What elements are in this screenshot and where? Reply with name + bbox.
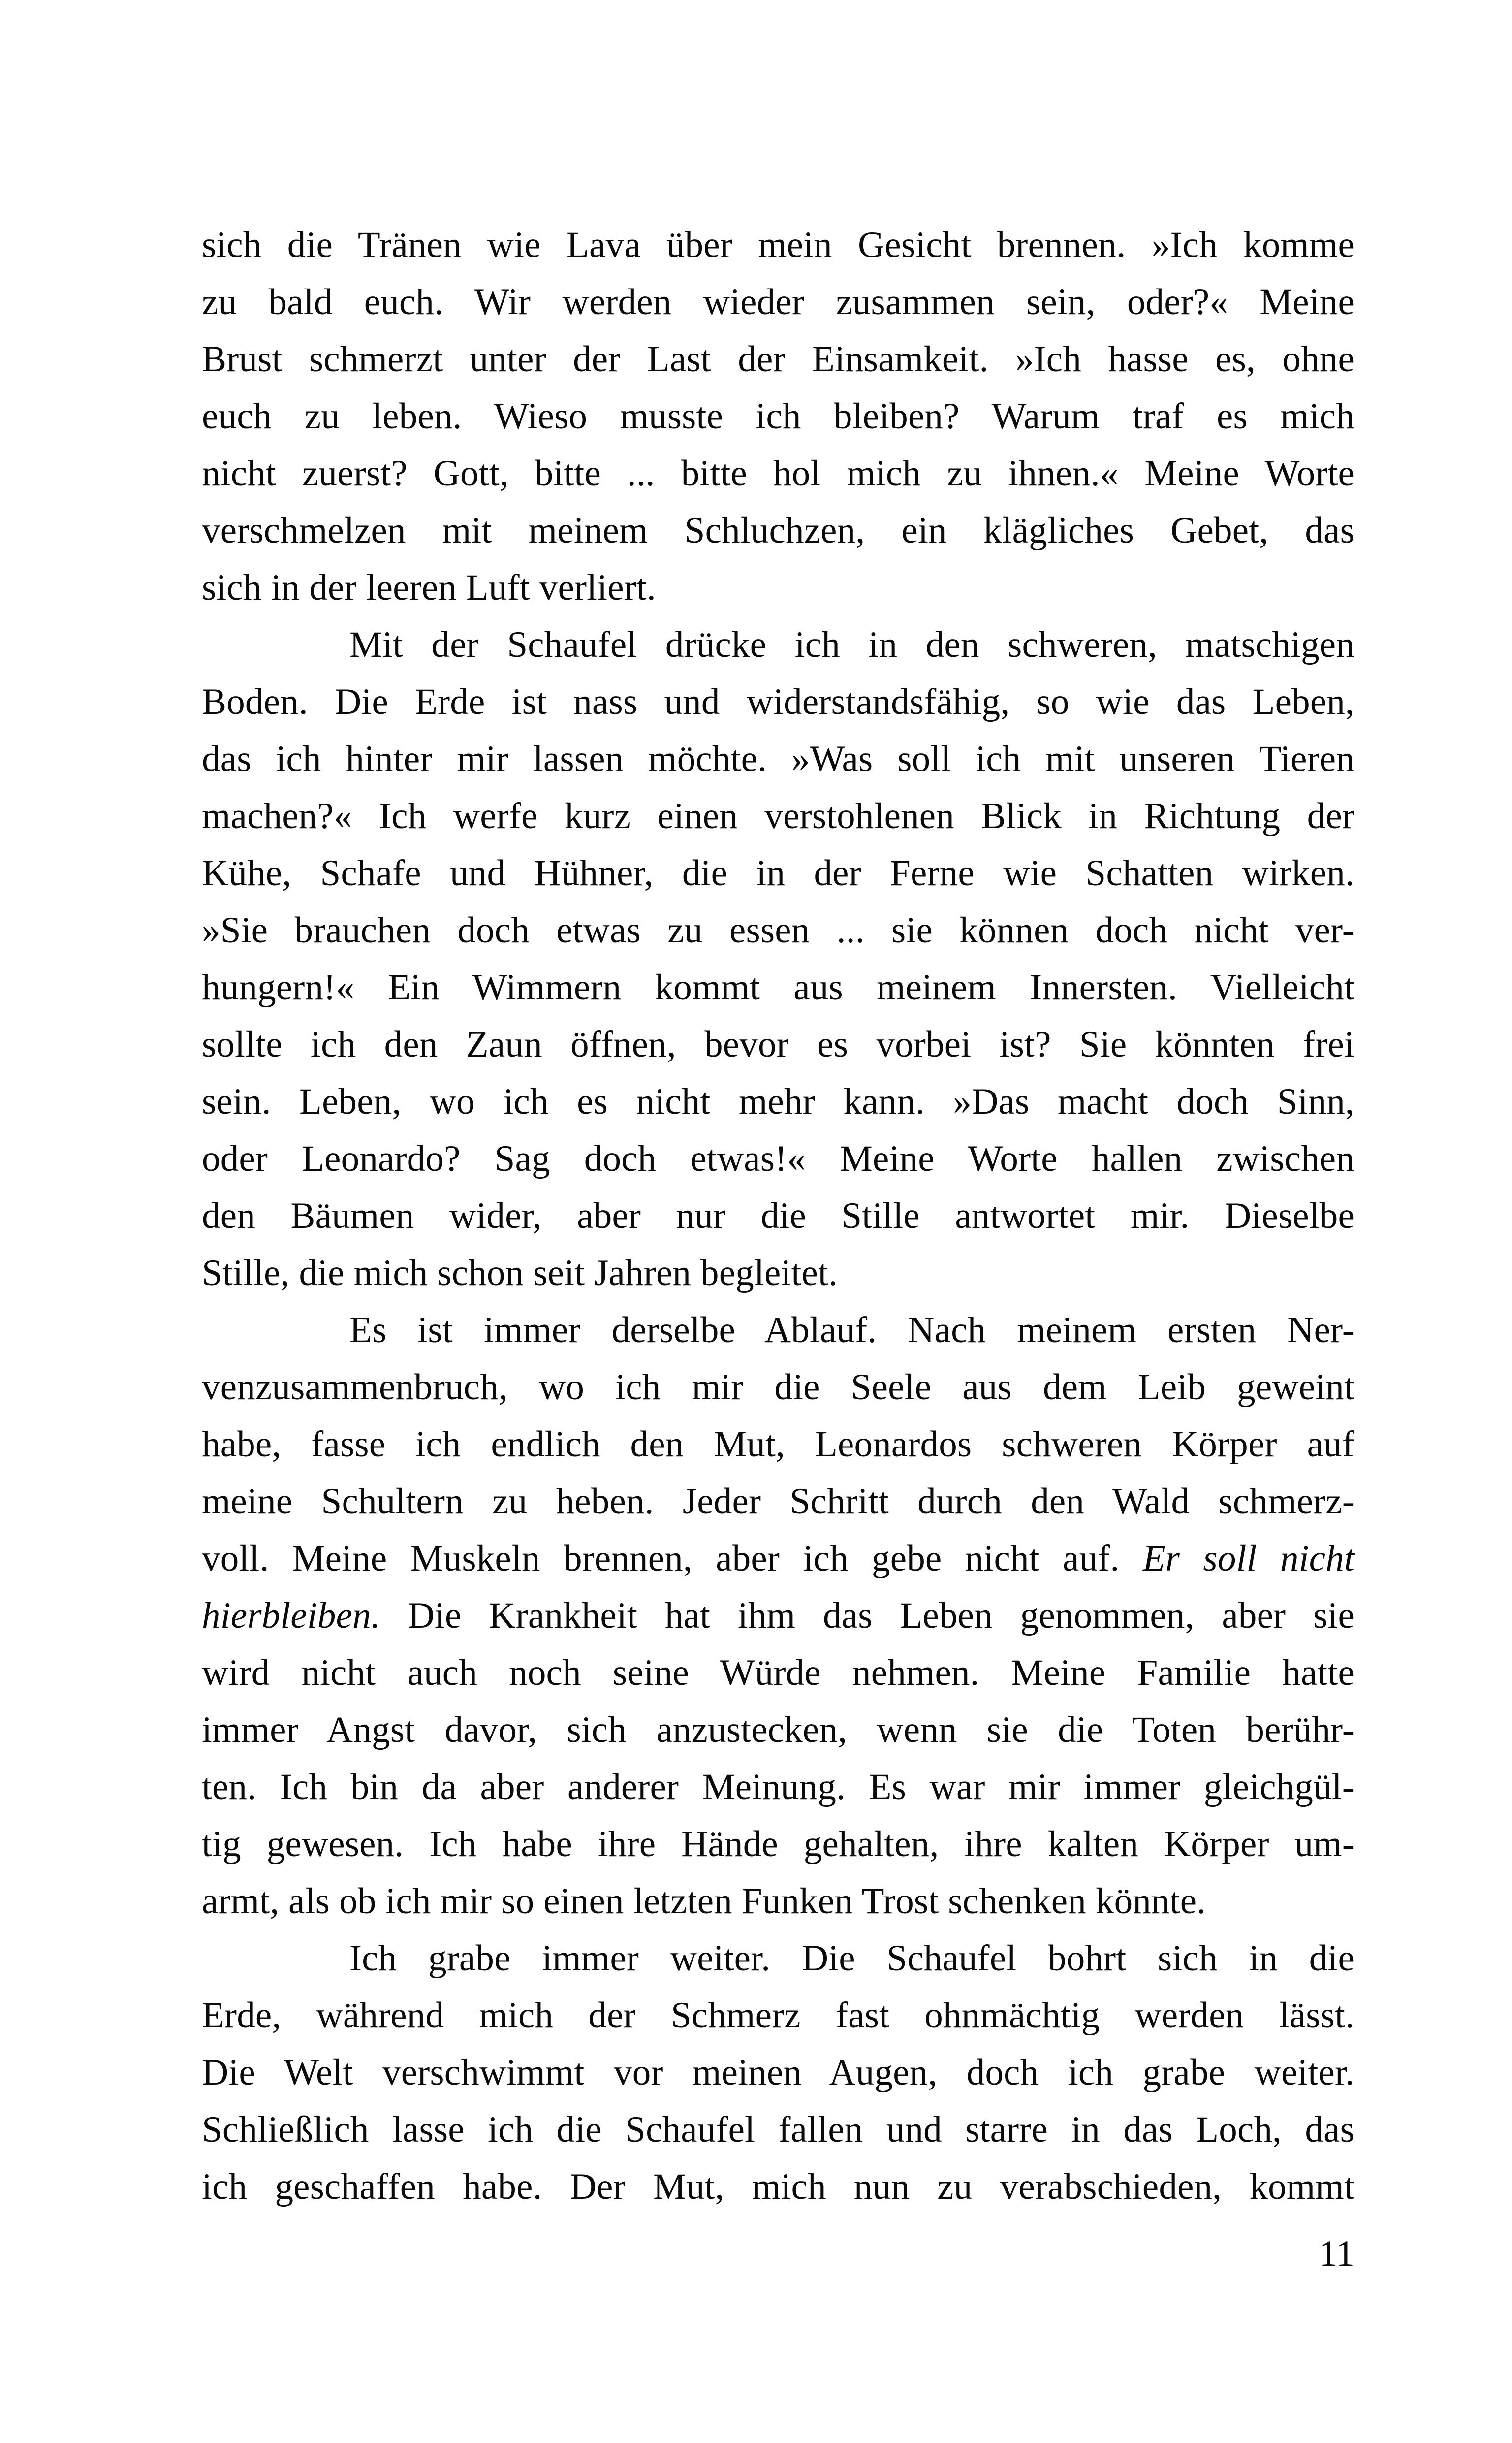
text-line	[202, 1302, 1354, 1359]
text-run-italic: hierbleiben.	[202, 1595, 380, 1636]
text-run: sollte ich den Zaun öffnen, bevor es vorbei ist? Sie könnten frei	[202, 1024, 1354, 1065]
text-run: sich in der leeren Luft verliert.	[202, 567, 656, 608]
text-line	[202, 217, 1354, 274]
text-run: den Bäumen wider, aber nur die Stille antwortet mir. Dieselbe	[202, 1195, 1354, 1236]
text-run: venzusammenbruch, wo ich mir die Seele aus dem Leib geweint	[202, 1367, 1354, 1408]
text-line	[202, 1816, 1354, 1873]
text-line	[202, 1473, 1354, 1530]
text-run: hungern!« Ein Wimmern kommt aus meinem Innersten. Vielleicht	[202, 967, 1354, 1008]
text-run: sich die Tränen wie Lava über mein Gesicht brennen. »Ich komme	[202, 225, 1354, 265]
text-line	[202, 1759, 1354, 1816]
text-line	[202, 1245, 1354, 1302]
text-run: armt, als ob ich mir so einen letzten Funken Trost schenken könnte.	[202, 1881, 1206, 1922]
text-run: sein. Leben, wo ich es nicht mehr kann. »Das macht doch Sinn,	[202, 1081, 1354, 1122]
text-run: habe, fasse ich endlich den Mut, Leonardos schweren Körper auf	[202, 1424, 1354, 1465]
text-run: immer Angst davor, sich anzustecken, wenn sie die Toten berühr-	[202, 1709, 1354, 1750]
text-line	[202, 1416, 1354, 1473]
text-run: Brust schmerzt unter der Last der Einsamkeit. »Ich hasse es, ohne	[202, 339, 1354, 380]
text-run-italic: Er soll nicht	[1142, 1538, 1354, 1579]
text-line	[202, 388, 1354, 445]
text-run: ich geschaffen habe. Der Mut, mich nun zu verabschieden, kommt	[202, 2166, 1354, 2207]
text-line	[202, 274, 1354, 331]
text-run: Stille, die mich schon seit Jahren begleitet.	[202, 1253, 838, 1293]
text-run: euch zu leben. Wieso musste ich bleiben? Warum traf es mich	[202, 396, 1354, 437]
text-run: tig gewesen. Ich habe ihre Hände gehalten, ihre kalten Körper um-	[202, 1824, 1354, 1864]
text-line	[202, 331, 1354, 388]
text-run: Kühe, Schafe und Hühner, die in der Ferne wie Schatten wirken.	[202, 853, 1354, 894]
text-run: Boden. Die Erde ist nass und widerstandsfähig, so wie das Leben,	[202, 681, 1354, 722]
text-run: machen?« Ich werfe kurz einen verstohlenen Blick in Richtung der	[202, 796, 1354, 836]
text-run: Die Krankheit hat ihm das Leben genommen, aber sie	[380, 1595, 1354, 1636]
text-run: voll. Meine Muskeln brennen, aber ich gebe nicht auf.	[202, 1538, 1143, 1579]
text-run: oder Leonardo? Sag doch etwas!« Meine Worte hallen zwischen	[202, 1138, 1354, 1179]
text-block	[202, 217, 1354, 2216]
text-run: meine Schultern zu heben. Jeder Schritt durch den Wald schmerz-	[202, 1481, 1354, 1522]
text-line	[202, 2044, 1354, 2101]
text-line	[202, 559, 1354, 616]
text-run: wird nicht auch noch seine Würde nehmen. Meine Familie hatte	[202, 1652, 1354, 1693]
text-line	[202, 1644, 1354, 1702]
text-line	[202, 1016, 1354, 1073]
text-line	[202, 959, 1354, 1016]
text-run: Schließlich lasse ich die Schaufel fallen und starre in das Loch, das	[202, 2109, 1354, 2150]
text-run: Es ist immer derselbe Ablauf. Nach meinem ersten Ner-	[349, 1310, 1354, 1350]
text-run: »Sie brauchen doch etwas zu essen ... sie können doch nicht ver-	[202, 910, 1354, 951]
text-line	[202, 1530, 1354, 1587]
text-run: verschmelzen mit meinem Schluchzen, ein klägliches Gebet, das	[202, 510, 1354, 551]
text-line	[202, 445, 1354, 502]
text-line	[202, 731, 1354, 788]
text-run: zu bald euch. Wir werden wieder zusammen sein, oder?« Meine	[202, 282, 1354, 322]
text-run: das ich hinter mir lassen möchte. »Was soll ich mit unseren Tieren	[202, 739, 1354, 779]
text-line	[202, 1359, 1354, 1416]
text-line	[202, 616, 1354, 674]
text-line	[202, 1930, 1354, 1987]
text-run: Die Welt verschwimmt vor meinen Augen, doch ich grabe weiter.	[202, 2052, 1354, 2093]
text-line	[202, 1130, 1354, 1188]
text-line	[202, 845, 1354, 902]
text-line	[202, 674, 1354, 731]
text-line	[202, 2101, 1354, 2158]
text-run: Mit der Schaufel drücke ich in den schweren, matschigen	[349, 624, 1354, 665]
text-line	[202, 2158, 1354, 2216]
text-run: Ich grabe immer weiter. Die Schaufel bohrt sich in die	[349, 1938, 1354, 1979]
text-line	[202, 1702, 1354, 1759]
text-run: Erde, während mich der Schmerz fast ohnmächtig werden lässt.	[202, 1995, 1354, 2036]
text-run: nicht zuerst? Gott, bitte ... bitte hol mich zu ihnen.« Meine Worte	[202, 453, 1354, 494]
text-line	[202, 902, 1354, 959]
text-run: ten. Ich bin da aber anderer Meinung. Es war mir immer gleichgül-	[202, 1767, 1354, 1807]
text-line	[202, 1987, 1354, 2044]
text-line	[202, 1587, 1354, 1644]
text-line	[202, 502, 1354, 559]
text-line	[202, 1188, 1354, 1245]
page-number: 11	[1319, 2233, 1354, 2274]
text-line	[202, 1073, 1354, 1130]
text-line	[202, 788, 1354, 845]
text-line	[202, 1873, 1354, 1930]
